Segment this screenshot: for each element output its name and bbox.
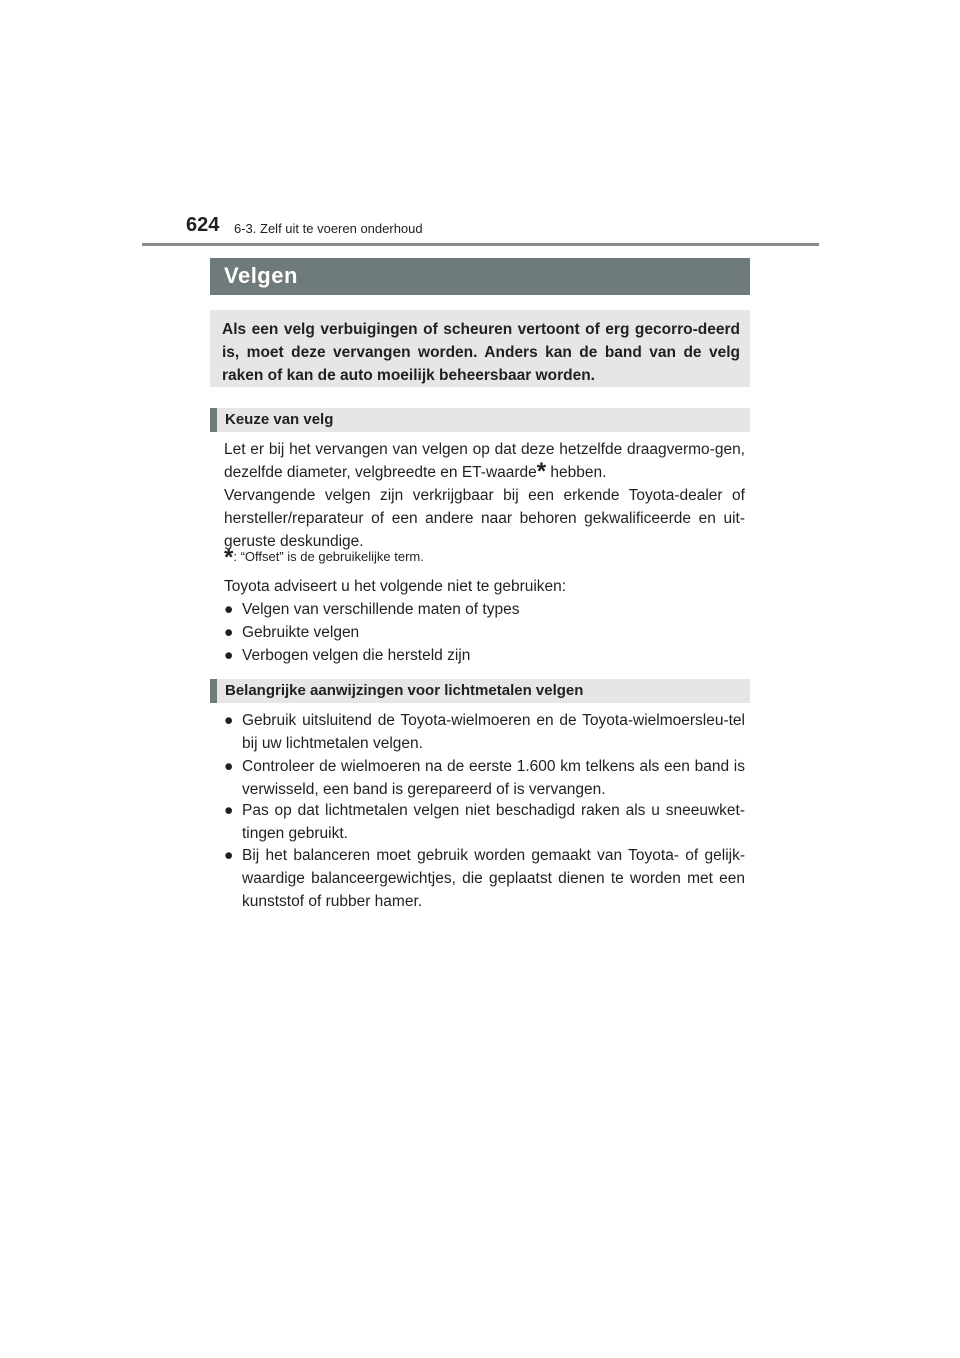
bullet-text: Gebruik uitsluitend de Toyota-wielmoeren en de Toyota-wielmoersleu-tel bij uw lichtmetalen velgen.	[242, 712, 745, 752]
subheading-label: Keuze van velg	[225, 411, 334, 428]
footnote	[224, 544, 424, 571]
footnote-text: : “Offset” is de gebruikelijke term.	[233, 549, 424, 564]
bullet-text: Pas op dat lichtmetalen velgen niet beschadigd raken als u sneeuwket-tingen gebruikt.	[242, 802, 745, 842]
bullet-icon: ●	[224, 758, 234, 775]
title-bar	[210, 258, 750, 295]
intro-box	[210, 310, 750, 387]
advice-line: Toyota adviseert u het volgende niet te gebruiken:	[224, 578, 567, 595]
paragraph-text-b: hebben.	[546, 464, 607, 481]
bullet-text: Gebruikte velgen	[242, 624, 360, 641]
bullet-icon: ●	[224, 647, 234, 664]
bullet-text: Verbogen velgen die hersteld zijn	[242, 647, 471, 664]
subheading-alloy-wheels	[210, 679, 750, 703]
page-title: Velgen	[224, 263, 298, 288]
footnote-star: *	[224, 544, 234, 571]
header-rule	[142, 243, 819, 246]
page-number: 624	[186, 214, 220, 236]
footnote-marker: *	[536, 458, 547, 485]
intro-text: Als een velg verbuigingen of scheuren vertoont of erg gecorro-deerd is, moet deze vervangen worden. Anders kan de band van de velg raken of kan de auto moeilijk beheersbaar worden.	[222, 321, 740, 384]
bullet-icon: ●	[224, 601, 234, 618]
bullet-text: Controleer de wielmoeren na de eerste 1.600 km telkens als een band is verwisseld, een band is gerepareerd of is vervangen.	[242, 758, 745, 798]
paragraph-text-a: Let er bij het vervangen van velgen op dat deze hetzelfde draagvermo-gen, dezelfde diameter, velgbreedte en ET-waarde	[224, 441, 745, 481]
subheading-label: Belangrijke aanwijzingen voor lichtmetalen velgen	[225, 682, 584, 699]
section-reference: 6-3. Zelf uit te voeren onderhoud	[234, 221, 423, 236]
bullet-text: Velgen van verschillende maten of types	[242, 601, 520, 618]
bullet-icon: ●	[224, 712, 234, 729]
bullet-icon: ●	[224, 624, 234, 641]
bullet-text: Bij het balanceren moet gebruik worden gemaakt van Toyota- of gelijk-waardige balanceergewichtjes, die geplaatst dienen te worden met een kunststof of rubber hamer.	[242, 847, 745, 910]
subheading-wheel-choice	[210, 408, 750, 432]
paragraph-load-capacity	[224, 438, 745, 484]
bullet-icon: ●	[224, 802, 234, 819]
bullet-icon: ●	[224, 847, 234, 864]
paragraph-replacement: Vervangende velgen zijn verkrijgbaar bij een erkende Toyota-dealer of hersteller/reparateur of een andere naar behoren gekwalificeerde en uit-geruste deskundige.	[224, 487, 745, 550]
